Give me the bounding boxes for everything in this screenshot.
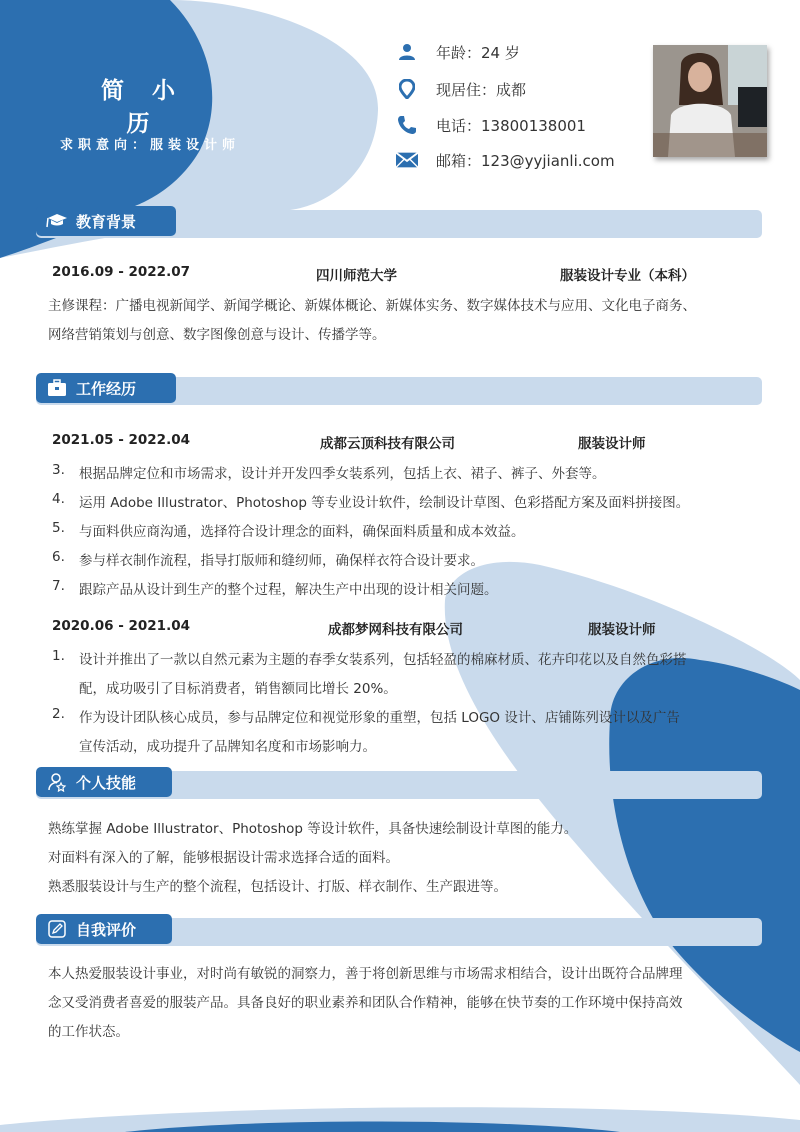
list-item: 设计并推出了一款以自然元素为主题的春季女装系列，包括轻盈的棉麻材质、花卉印花以及自然色彩搭 [79, 652, 687, 668]
education-courses-line: 网络营销策划与创意、数字图像创意与设计、传播学等。 [48, 327, 386, 343]
profile-photo [653, 45, 767, 157]
section-header-work: 工作经历 [36, 373, 176, 403]
list-item-continuation: 宣传活动，成功提升了品牌知名度和市场影响力。 [79, 739, 376, 755]
list-item: 根据品牌定位和市场需求，设计并开发四季女装系列，包括上衣、裙子、裤子、外套等。 [79, 466, 606, 482]
candidate-name: 简 小 历 [100, 78, 185, 137]
education-row [52, 264, 752, 286]
job-company: 成都云顶科技有限公司 [320, 436, 455, 452]
phone-icon [396, 114, 418, 136]
location-pin-icon [396, 78, 418, 100]
education-period: 2016.09 - 2022.07 [52, 264, 190, 280]
job-company: 成都梦网科技有限公司 [328, 622, 463, 638]
edit-pencil-icon [46, 919, 68, 939]
list-number: 1. [52, 648, 65, 664]
self-eval-line: 本人热爱服装设计事业，对时尚有敏锐的洞察力，善于将创新思维与市场需求相结合，设计出既符合品牌理 [48, 966, 683, 982]
section-header-self-eval: 自我评价 [36, 914, 172, 944]
user-star-icon [46, 772, 68, 792]
list-number: 6. [52, 549, 65, 565]
contact-email: 邮箱：123@yyjianli.com [396, 146, 656, 174]
list-number: 2. [52, 706, 65, 722]
job-period: 2021.05 - 2022.04 [52, 432, 190, 448]
skill-line: 对面料有深入的了解，能够根据设计需求选择合适的面料。 [48, 850, 399, 866]
job-period: 2020.06 - 2021.04 [52, 618, 190, 634]
self-eval-line: 的工作状态。 [48, 1024, 129, 1040]
list-number: 7. [52, 578, 65, 594]
contact-phone: 电话：13800138001 [396, 111, 656, 139]
job-row [52, 432, 752, 454]
skill-line: 熟练掌握 Adobe Illustrator、Photoshop 等设计软件，具备快速绘制设计草图的能力。 [48, 821, 578, 837]
education-courses-line: 主修课程：广播电视新闻学、新闻学概论、新媒体概论、新媒体实务、数字媒体技术与应用、文化电子商务、 [48, 298, 696, 314]
section-header-education: 教育背景 [36, 206, 176, 236]
list-item-continuation: 配，成功吸引了目标消费者，销售额同比增长 20%。 [79, 681, 397, 697]
list-number: 5. [52, 520, 65, 536]
list-item: 与面料供应商沟通，选择符合设计理念的面料，确保面料质量和成本效益。 [79, 524, 525, 540]
briefcase-icon [46, 378, 68, 398]
contact-age: 年龄：24 岁 [396, 38, 656, 66]
education-school: 四川师范大学 [316, 268, 397, 284]
skill-line: 熟悉服装设计与生产的整个流程，包括设计、打版、样衣制作、生产跟进等。 [48, 879, 507, 895]
job-position: 服装设计师 [588, 622, 656, 638]
job-intent: 求职意向：服装设计师 [60, 138, 241, 153]
self-eval-line: 念又受消费者喜爱的服装产品。具备良好的职业素养和团队合作精神，能够在快节奏的工作环境中保持高效 [48, 995, 683, 1011]
education-major: 服装设计专业（本科） [560, 268, 695, 284]
contact-location: 现居住：成都 [396, 75, 656, 103]
section-header-skills: 个人技能 [36, 767, 172, 797]
list-item: 跟踪产品从设计到生产的整个过程，解决生产中出现的设计相关问题。 [79, 582, 498, 598]
job-row [52, 618, 752, 640]
graduation-cap-icon [46, 211, 68, 231]
list-item: 运用 Adobe Illustrator、Photoshop 等专业设计软件，绘制设计草图、色彩搭配方案及面料拼接图。 [79, 495, 690, 511]
envelope-icon [396, 149, 418, 171]
list-number: 4. [52, 491, 65, 507]
list-item: 参与样衣制作流程，指导打版师和缝纫师，确保样衣符合设计要求。 [79, 553, 484, 569]
person-icon [396, 41, 418, 63]
list-item: 作为设计团队核心成员，参与品牌定位和视觉形象的重塑，包括 LOGO 设计、店铺陈列设计以及广告 [79, 710, 680, 726]
job-position: 服装设计师 [578, 436, 646, 452]
list-number: 3. [52, 462, 65, 478]
